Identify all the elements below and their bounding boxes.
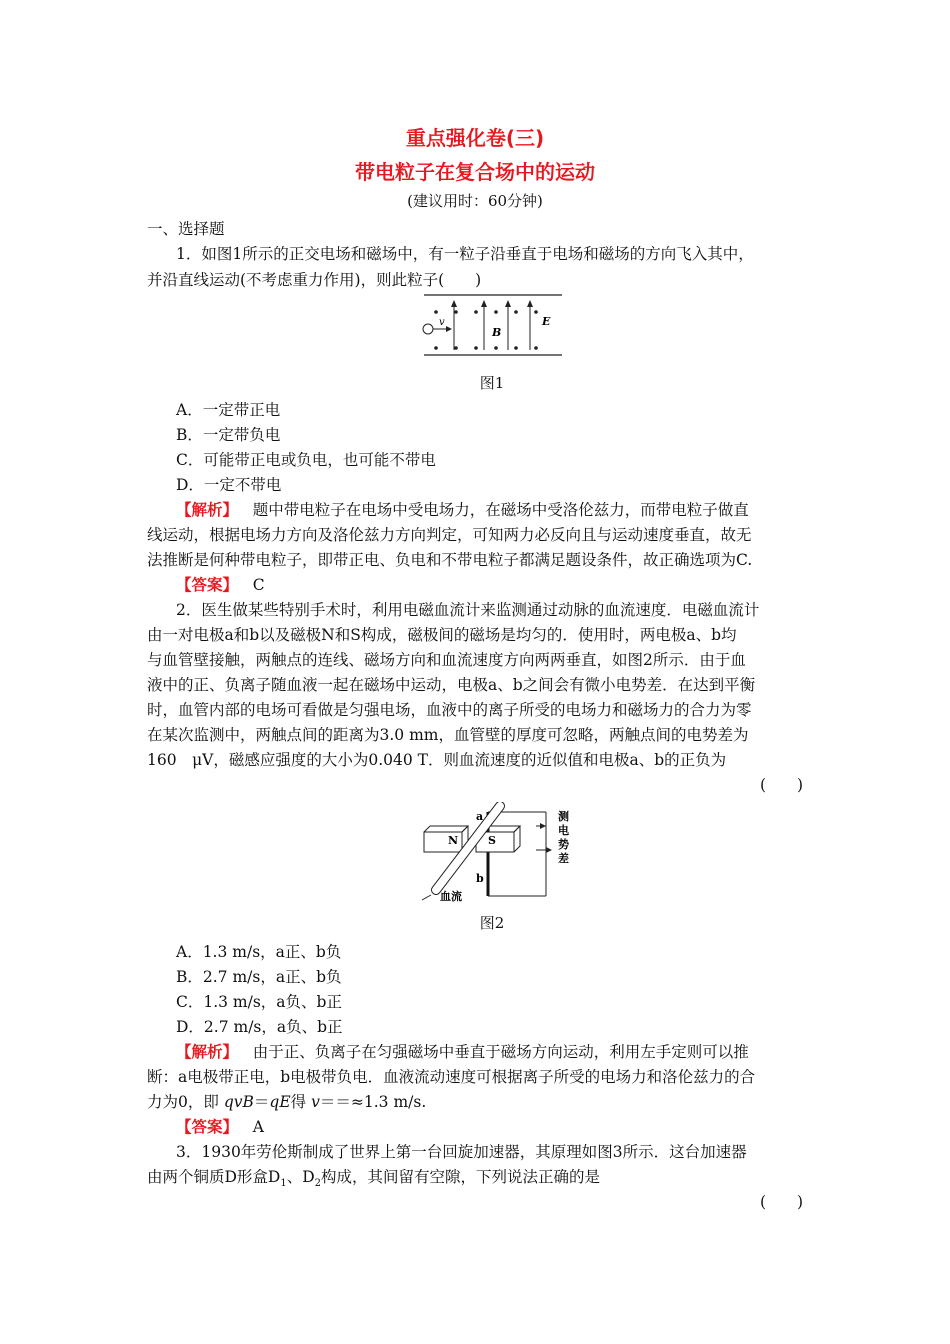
q2-analysis-pre: 力为0，即	[147, 1093, 219, 1111]
fig2-flow-label: 血流	[440, 890, 462, 902]
q2-line-4: 液中的正、负离子随血液一起在磁场中运动，电极a、b之间会有微小电势差．在达到平衡	[147, 676, 756, 694]
q2-option-a: A．1.3 m/s，a正、b负	[176, 943, 342, 961]
q2-line-3: 与血管壁接触，两触点的连线、磁场方向和血流速度方向两两垂直，如图2所示．由于血	[147, 651, 746, 669]
q1-analysis-tag: 【解析】	[176, 501, 239, 519]
q1-option-a: A．一定带正电	[176, 401, 281, 419]
q1-answer-tag: 【答案】	[176, 576, 239, 594]
section-heading: 一、选择题	[147, 220, 225, 238]
q1-analysis-line-3: 法推断是何种带电粒子，即带正电、负电和不带电粒子都满足题设条件，故正确选项为C.	[147, 551, 753, 569]
q1-analysis-text-1: 题中带电粒子在电场中受电场力，在磁场中受洛伦兹力，而带电粒子做直	[252, 501, 749, 519]
q2-line-7: 160 μV，磁感应强度的大小为0.040 T．则血流速度的近似值和电极a、b的正负为	[147, 751, 727, 769]
q2-analysis-mid: 得	[290, 1093, 307, 1111]
q2-analysis-line-3	[147, 1090, 426, 1112]
fig1-e-label: E	[542, 315, 551, 328]
q2-analysis-line-1	[176, 1040, 749, 1062]
q2-line-2: 由一对电极a和b以及磁极N和S构成，磁极间的磁场是均匀的．使用时，两电极a、b均	[147, 626, 737, 644]
q1-analysis-line-2: 线运动，根据电场力方向及洛伦兹力方向判定，可知两力必反向且与运动速度垂直，故无	[147, 526, 752, 544]
q3-sub-1: 1	[280, 1178, 287, 1190]
q2-option-d: D．2.7 m/s，a负、b正	[176, 1018, 343, 1036]
fig2-measure-label-1: 测	[558, 810, 569, 823]
fig1-b-label: B	[492, 326, 502, 339]
q2-answer-line	[176, 1115, 264, 1137]
q2-line-6: 在某次监测中，两触点间的距离为3.0 mm，血管壁的厚度可忽略，两触点间的电势差为	[147, 726, 749, 744]
q3-answer-paren: ( )	[760, 1193, 804, 1211]
figure-1-field-diagram	[418, 292, 566, 360]
q1-analysis-line-1	[176, 498, 749, 520]
q2-eq-qvb: qvB	[223, 1093, 254, 1111]
q2-answer: A	[252, 1118, 264, 1136]
q3-line-1: 3．1930年劳伦斯制成了世界上第一台回旋加速器，其原理如图3所示．这台加速器	[176, 1143, 747, 1161]
q2-eq-qe: qE	[269, 1093, 291, 1111]
q2-option-b: B．2.7 m/s，a正、b负	[176, 968, 342, 986]
q1-answer: C	[252, 576, 265, 594]
fig2-s-label: S	[488, 834, 496, 847]
q1-option-d: D．一定不带电	[176, 476, 282, 494]
fig2-a-label: a	[476, 810, 484, 823]
q3-sub-2: 2	[314, 1178, 322, 1190]
q2-answer-tag: 【答案】	[176, 1118, 239, 1136]
figure-2-flowmeter-diagram	[418, 802, 578, 902]
q1-option-b: B．一定带负电	[176, 426, 281, 444]
q3-line-2-mid: 、D	[286, 1168, 315, 1186]
q1-line-1: 1．如图1所示的正交电场和磁场中，有一粒子沿垂直于电场和磁场的方向飞入其中，	[176, 245, 754, 263]
q2-analysis-post: ＝＝≈1.3 m/s.	[319, 1093, 427, 1111]
q3-line-2	[147, 1165, 600, 1189]
figure-1-caption: 图1	[479, 374, 505, 392]
q2-eq-v: v	[311, 1093, 320, 1111]
page-title: 重点强化卷(三)	[405, 126, 545, 150]
q1-option-c: C．可能带正电或负电，也可能不带电	[176, 451, 436, 469]
fig1-v-label: v	[439, 317, 445, 328]
q2-option-c: C．1.3 m/s，a负、b正	[176, 993, 342, 1011]
time-note: (建议用时：60分钟)	[407, 192, 543, 210]
figure-2-caption: 图2	[479, 914, 505, 932]
fig2-n-label: N	[448, 834, 459, 847]
q2-analysis-text-1: 由于正、负离子在匀强磁场中垂直于磁场方向运动，利用左手定则可以推	[252, 1043, 749, 1061]
q2-answer-paren: ( )	[760, 776, 804, 794]
q1-line-2: 并沿直线运动(不考虑重力作用)，则此粒子( )	[147, 271, 482, 289]
q3-line-2-pre: 由两个铜质D形盒D	[147, 1168, 281, 1186]
q2-line-5: 时，血管内部的电场可看做是匀强电场，血液中的离子所受的电场力和磁场力的合力为零	[147, 701, 752, 719]
q2-analysis-line-2: 断：a电极带正电，b电极带负电．血液流动速度可根据离子所受的电场力和洛伦兹力的合	[147, 1068, 756, 1086]
page-subtitle: 带电粒子在复合场中的运动	[355, 160, 595, 184]
q2-analysis-tag: 【解析】	[176, 1043, 239, 1061]
fig2-measure-label-4: 差	[558, 852, 569, 865]
q3-line-2-post: 构成，其间留有空隙，下列说法正确的是	[321, 1168, 601, 1186]
fig2-b-label: b	[476, 872, 484, 885]
fig2-measure-label-2: 电	[558, 824, 569, 837]
q2-line-1: 2．医生做某些特别手术时，利用电磁血流计来监测通过动脉的血流速度．电磁血流计	[176, 601, 760, 619]
q1-answer-line	[176, 573, 265, 595]
q2-eq-mid: ＝	[253, 1093, 270, 1111]
fig2-measure-label-3: 势	[558, 838, 569, 851]
